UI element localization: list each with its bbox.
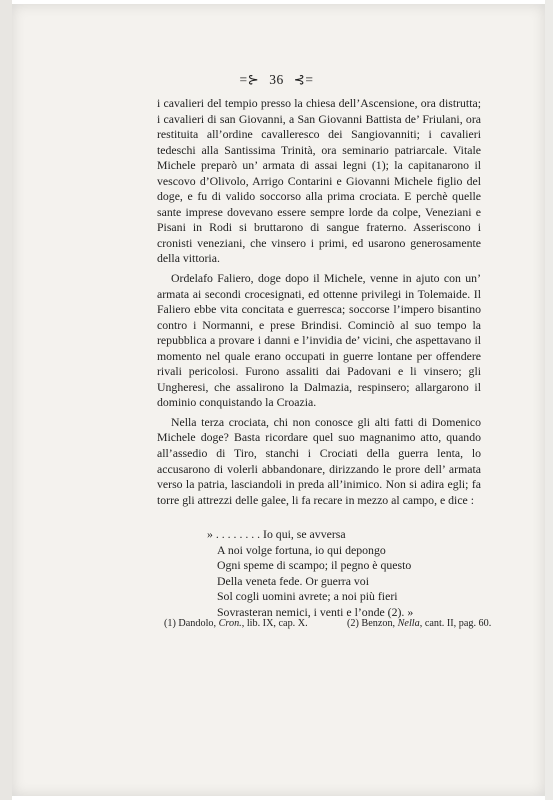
paragraph-3: Nella terza crociata, chi non conosce gli alti fatti di Domenico Michele doge? Basta ricordare quel suo magnanimo atto, quando all’assedio di Tiro, stanchi i Crociati della guerra lenta, lo accusarono di volerli abbandonare, dirizzando le prore dell’ armata verso la patria, lasciandoli in preda all’inimico. Non si adira egli; fa torre gli attrezzi delle galee, li fa recare in mezzo al campo, e dice : [157,414,481,507]
footnote-1 [164,617,308,630]
verse-line: Sol cogli uomini avrete; a noi più fieri [217,589,398,604]
footnote-2-author: (2) Benzon, [347,618,396,629]
scan-left-margin [0,0,12,800]
verse-line: A noi volge fortuna, io qui depongo [217,542,386,557]
footnote-2-work: Nella [397,618,420,629]
scan-right-margin [545,0,553,800]
footnote-2-ref: , cant. II, pag. 60. [419,618,492,629]
page-number: 36 [269,72,284,87]
verse-line: » . . . . . . . . Io qui, se avversa [207,527,346,541]
verse-line: Sovrasteran nemici, i venti e l’onde (2). » [217,604,414,619]
verse-line: Ogni speme di scampo; il pegno è questo [217,558,412,573]
footnote-2 [347,617,491,630]
right-ornament-icon: ⊰= [293,72,314,87]
footnote-1-ref: , lib. IX, cap. X. [241,618,308,629]
paragraph-1: i cavalieri del tempio presso la chiesa dell’Ascensione, ora distrutta; i cavalieri di san Giovanni, a San Giovanni Battista de’ Friulani, ora restituita all’ordine cavalleresco dei Sangiovanniti; i cavalieri tedeschi alla Santissima Trinità, ora seminario patriarcale. Vitale Michele preparò un’ armata di assai legni (1); la capitanarono il vescovo d’Olivolo, Arrigo Contarini e Giovanni Michele figlio del doge, e fu di valido soccorso alla prima crociata. E perchè quelle sante imprese dovevano essere sempre lorde da colpe, Veneziani e Pisani in Rodi si bruttarono di sangue fraterno. Asseriscono i cronisti veneziani, che vinsero i primi, ed usarono generosamente della vittoria. [157,96,481,266]
left-ornament-icon: =⊱ [239,72,260,87]
footnote-1-author: (1) Dandolo, [164,618,217,629]
footnote-1-work: Cron. [218,618,242,629]
body-text [157,96,481,508]
paragraph-2: Ordelafo Faliero, doge dopo il Michele, venne in ajuto con un’ armata ai secondi crocesignati, ed ottenne privilegi in Tolemaide. Il Faliero ebbe vita concitata e guerresca; soccorse l’impero bisantino contro i Normanni, e prese Brindisi. Cominciò al suo tempo la repubblica a provare i danni e l’invidia de’ vicini, che aspettavano il momento nel quale erano occupati in guerre lontane per offendere rivali pericolosi. Furono assaliti dai Padovani e li vinsero; gli Ungheresi, che assalirono la Dalmazia, respinsero; allargarono il dominio conquistando la Croazia. [157,271,481,410]
page-header [0,72,553,88]
verse-quotation [207,527,467,621]
verse-line: Della veneta fede. Or guerra voi [217,573,369,588]
